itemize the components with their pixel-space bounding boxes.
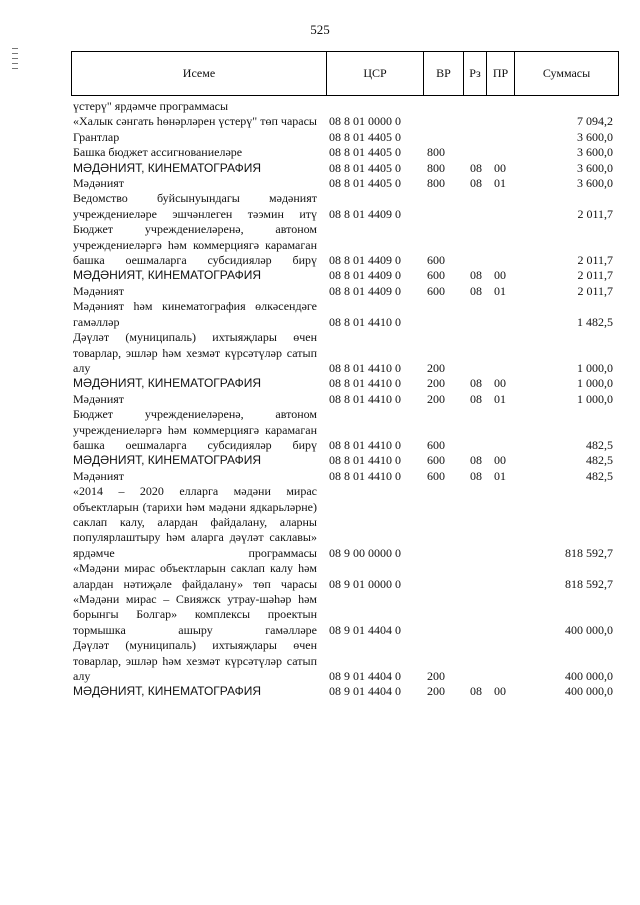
table-row bbox=[73, 191, 615, 222]
row-name: «Мәдәни мирас объектларын саклап калу һәм алардан нәтиҗәле файдалану» төп чарасы bbox=[73, 561, 317, 591]
row-vr: 800 bbox=[427, 145, 445, 160]
row-csr: 08 8 01 4409 0 bbox=[329, 206, 401, 221]
row-csr: 08 9 01 4404 0 bbox=[329, 684, 401, 699]
table-row bbox=[73, 99, 615, 114]
row-csr: 08 8 01 4405 0 bbox=[329, 176, 401, 191]
row-sum: 482,5 bbox=[586, 453, 613, 468]
row-pr: 01 bbox=[494, 283, 506, 298]
row-vr: 600 bbox=[427, 283, 445, 298]
row-vr: 600 bbox=[427, 268, 445, 283]
row-name: Ведомство буйсынуындагы мәдәният учреждениеләре эшчәнлеген тәэмин итү bbox=[73, 191, 317, 221]
row-name: «Халык сәнгать һөнәрләрен үстерү" төп чарасы bbox=[73, 114, 317, 129]
row-rz: 08 bbox=[470, 283, 482, 298]
row-name: Грантлар bbox=[73, 129, 120, 144]
row-csr: 08 9 00 0000 0 bbox=[329, 545, 401, 560]
table-row bbox=[73, 561, 615, 592]
row-csr: 08 8 01 4409 0 bbox=[329, 268, 401, 283]
row-vr: 200 bbox=[427, 360, 445, 375]
table-row bbox=[73, 114, 615, 129]
row-name: МӘДӘНИЯТ, КИНЕМАТОГРАФИЯ bbox=[73, 268, 261, 283]
table-row bbox=[73, 222, 615, 268]
table-row bbox=[73, 392, 615, 407]
row-rz: 08 bbox=[470, 268, 482, 283]
header-csr: ЦСР bbox=[327, 52, 424, 95]
row-sum: 482,5 bbox=[586, 437, 613, 452]
row-pr: 00 bbox=[494, 684, 506, 699]
row-vr: 600 bbox=[427, 468, 445, 483]
row-name: Дәүләт (муниципаль) ихтыяҗлары өчен товарлар, эшләр һәм хезмәт күрсәтүләр сатып алу bbox=[73, 638, 317, 684]
row-sum: 3 600,0 bbox=[577, 160, 613, 175]
row-pr: 00 bbox=[494, 268, 506, 283]
row-sum: 3 600,0 bbox=[577, 145, 613, 160]
row-pr: 00 bbox=[494, 453, 506, 468]
row-name: Мәдәният bbox=[73, 468, 125, 483]
row-csr: 08 8 01 4410 0 bbox=[329, 468, 401, 483]
row-sum: 2 011,7 bbox=[577, 283, 613, 298]
row-name: Башка бюджет ассигнованиеләре bbox=[73, 145, 243, 160]
row-sum: 400 000,0 bbox=[565, 669, 613, 684]
row-sum: 1 482,5 bbox=[577, 314, 613, 329]
page-number: 525 bbox=[310, 22, 330, 37]
row-rz: 08 bbox=[470, 391, 482, 406]
row-name: Мәдәният һәм кинематография өлкәсендәге гамәлләр bbox=[73, 299, 317, 329]
row-sum: 2 011,7 bbox=[577, 253, 613, 268]
row-sum: 1 000,0 bbox=[577, 376, 613, 391]
binding-marks bbox=[12, 48, 20, 73]
row-vr: 600 bbox=[427, 253, 445, 268]
row-csr: 08 8 01 4405 0 bbox=[329, 129, 401, 144]
table-header bbox=[71, 51, 619, 96]
row-csr: 08 9 01 4404 0 bbox=[329, 669, 401, 684]
row-csr: 08 8 01 4410 0 bbox=[329, 376, 401, 391]
table-row bbox=[73, 330, 615, 376]
row-rz: 08 bbox=[470, 376, 482, 391]
row-name: Мәдәният bbox=[73, 283, 125, 298]
row-rz: 08 bbox=[470, 453, 482, 468]
row-csr: 08 8 01 4410 0 bbox=[329, 314, 401, 329]
row-name: үстерү" ярдәмче программасы bbox=[73, 99, 229, 113]
table-row bbox=[73, 161, 615, 176]
table-row bbox=[73, 299, 615, 330]
row-sum: 2 011,7 bbox=[577, 268, 613, 283]
row-csr: 08 8 01 4405 0 bbox=[329, 145, 401, 160]
table-row bbox=[73, 268, 615, 283]
row-name: МӘДӘНИЯТ, КИНЕМАТОГРАФИЯ bbox=[73, 684, 261, 699]
row-name: «2014 – 2020 елларга мәдәни мирас объектларын (тарихи һәм мәдәни ядкарьләрне) саклап калу, алардан файдалану, аларны популярлаштыру һәм аларга дәүләт саклавы» ярдәмче программасы bbox=[73, 484, 317, 560]
row-sum: 3 600,0 bbox=[577, 129, 613, 144]
table-row bbox=[73, 145, 615, 160]
header-rz: Рз bbox=[464, 52, 487, 95]
row-csr: 08 8 01 0000 0 bbox=[329, 114, 401, 129]
table-body bbox=[73, 99, 615, 700]
row-pr: 01 bbox=[494, 391, 506, 406]
table-row bbox=[73, 284, 615, 299]
row-sum: 1 000,0 bbox=[577, 391, 613, 406]
row-name: Дәүләт (муниципаль) ихтыяҗлары өчен товарлар, эшләр һәм хезмәт күрсәтүләр сатып алу bbox=[73, 330, 317, 375]
row-rz: 08 bbox=[470, 468, 482, 483]
row-vr: 200 bbox=[427, 391, 445, 406]
row-sum: 818 592,7 bbox=[565, 576, 613, 591]
row-csr: 08 8 01 4409 0 bbox=[329, 283, 401, 298]
table-row bbox=[73, 376, 615, 391]
row-csr: 08 8 01 4410 0 bbox=[329, 360, 401, 375]
table-row bbox=[73, 130, 615, 145]
table-row bbox=[73, 484, 615, 561]
row-name: МӘДӘНИЯТ, КИНЕМАТОГРАФИЯ bbox=[73, 453, 261, 468]
row-sum: 400 000,0 bbox=[565, 684, 613, 699]
row-csr: 08 9 01 4404 0 bbox=[329, 622, 401, 637]
row-pr: 00 bbox=[494, 160, 506, 175]
table-row bbox=[73, 176, 615, 191]
row-pr: 01 bbox=[494, 176, 506, 191]
header-pr: ПР bbox=[487, 52, 515, 95]
row-vr: 200 bbox=[427, 376, 445, 391]
table-row bbox=[73, 407, 615, 453]
row-name: Бюджет учреждениеләренә, автоном учреждениеләргә һәм коммерциягә карамаган башка оешмаларга субсидияләр бирү bbox=[73, 407, 317, 452]
table-row bbox=[73, 684, 615, 699]
row-csr: 08 8 01 4410 0 bbox=[329, 453, 401, 468]
row-vr: 200 bbox=[427, 669, 445, 684]
row-name: Бюджет учреждениеләренә, автоном учреждениеләргә һәм коммерциягә карамаган башка оешмаларга субсидияләр бирү bbox=[73, 222, 317, 268]
row-name: «Мәдәни мирас – Свияжск утрау-шәһәр һәм борынгы Болгар» комплексы проектын тормышка ашыру гамәлләре bbox=[73, 592, 317, 637]
header-name: Исеме bbox=[72, 52, 327, 95]
row-pr: 00 bbox=[494, 376, 506, 391]
row-csr: 08 8 01 4409 0 bbox=[329, 253, 401, 268]
table-row bbox=[73, 469, 615, 484]
row-vr: 800 bbox=[427, 176, 445, 191]
row-sum: 3 600,0 bbox=[577, 176, 613, 191]
row-vr: 800 bbox=[427, 160, 445, 175]
table-row bbox=[73, 453, 615, 468]
row-csr: 08 8 01 4410 0 bbox=[329, 391, 401, 406]
row-name: МӘДӘНИЯТ, КИНЕМАТОГРАФИЯ bbox=[73, 376, 261, 391]
row-sum: 7 094,2 bbox=[577, 114, 613, 129]
row-csr: 08 8 01 4410 0 bbox=[329, 437, 401, 452]
row-vr: 600 bbox=[427, 437, 445, 452]
row-vr: 200 bbox=[427, 684, 445, 699]
row-sum: 1 000,0 bbox=[577, 360, 613, 375]
row-sum: 482,5 bbox=[586, 468, 613, 483]
header-vr: ВР bbox=[424, 52, 464, 95]
row-csr: 08 8 01 4405 0 bbox=[329, 160, 401, 175]
row-csr: 08 9 01 0000 0 bbox=[329, 576, 401, 591]
row-sum: 400 000,0 bbox=[565, 622, 613, 637]
row-sum: 2 011,7 bbox=[577, 206, 613, 221]
row-rz: 08 bbox=[470, 160, 482, 175]
row-sum: 818 592,7 bbox=[565, 545, 613, 560]
row-name: Мәдәният bbox=[73, 176, 125, 191]
row-name: Мәдәният bbox=[73, 391, 125, 406]
row-rz: 08 bbox=[470, 684, 482, 699]
table-row bbox=[73, 592, 615, 638]
row-vr: 600 bbox=[427, 453, 445, 468]
table-row bbox=[73, 638, 615, 684]
row-pr: 01 bbox=[494, 468, 506, 483]
header-sum: Суммасы bbox=[542, 66, 591, 80]
row-rz: 08 bbox=[470, 176, 482, 191]
row-name: МӘДӘНИЯТ, КИНЕМАТОГРАФИЯ bbox=[73, 160, 261, 175]
